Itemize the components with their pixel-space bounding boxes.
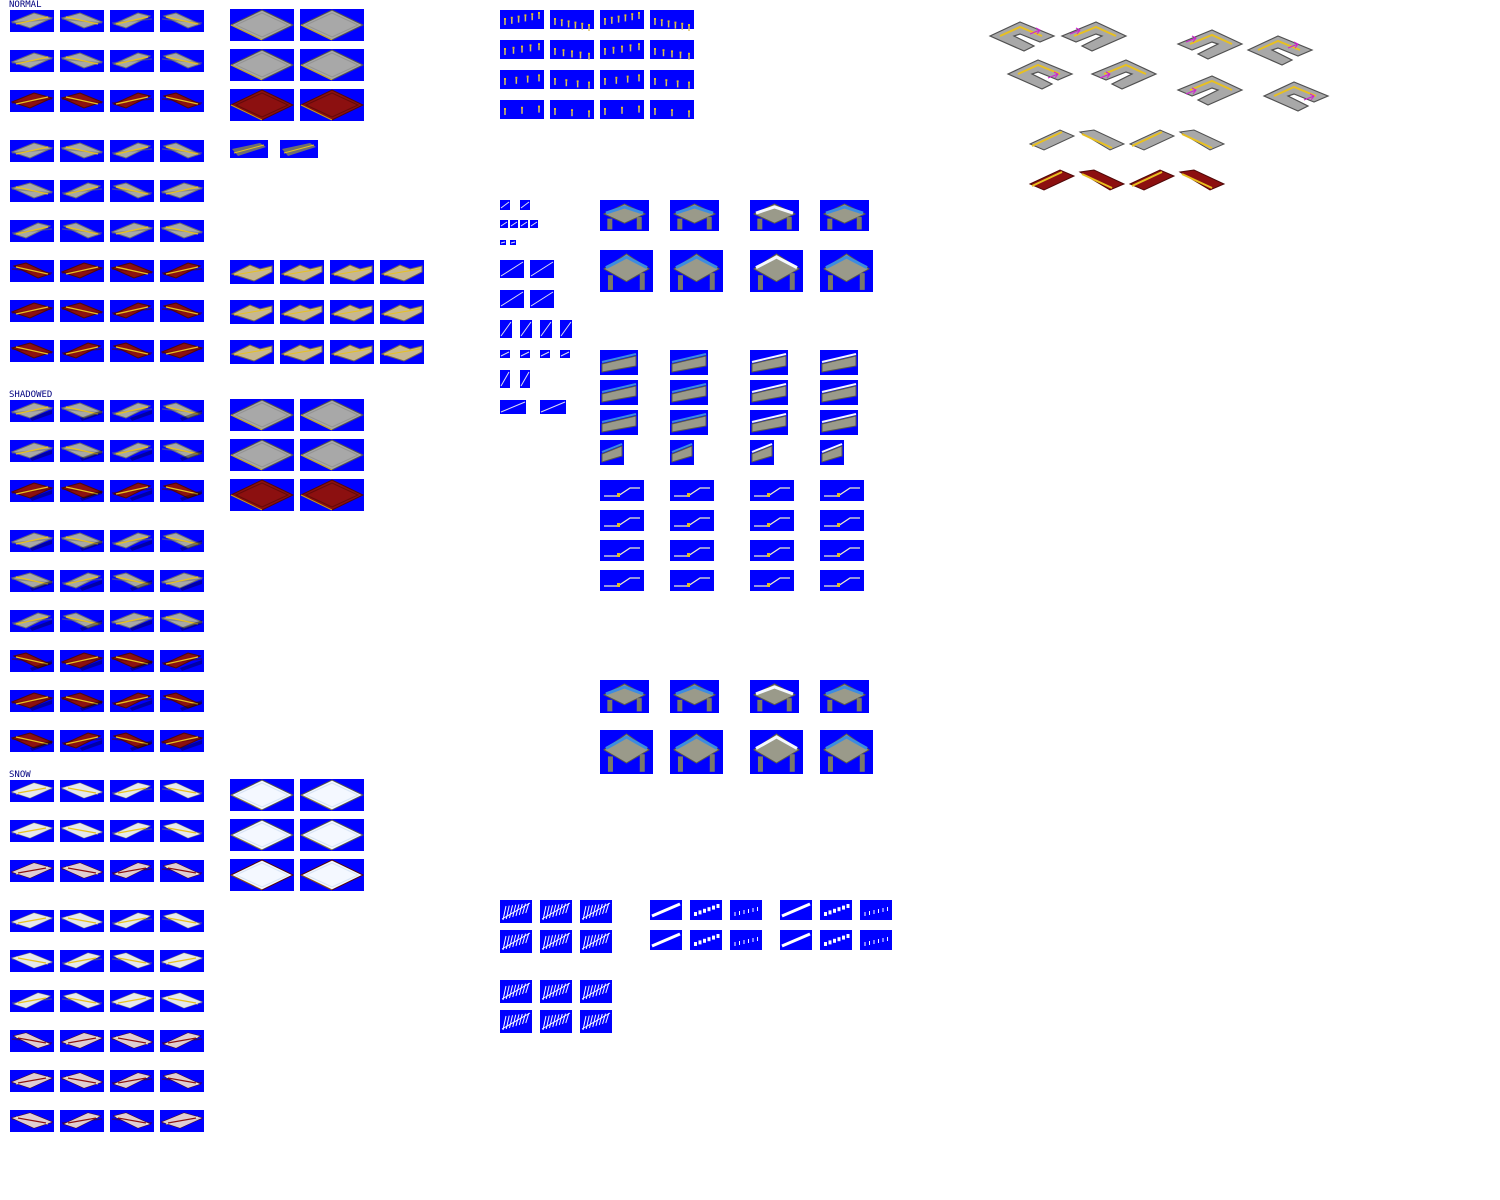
road-tile — [10, 820, 54, 842]
road-tile — [10, 610, 54, 632]
bridge-tile — [820, 200, 869, 231]
fence-tile — [500, 1010, 532, 1033]
small-sprite-tile — [500, 200, 510, 210]
road-tile — [10, 260, 54, 282]
bridge-tile — [750, 200, 799, 231]
corner-piece — [1092, 60, 1156, 89]
legend-straight-red — [1130, 170, 1174, 190]
road-tile — [110, 990, 154, 1012]
lamp-row-tile — [500, 100, 544, 119]
plate-tile — [300, 779, 364, 811]
plate-tile — [300, 859, 364, 891]
wall-tile — [600, 350, 638, 375]
wall-tile — [820, 350, 858, 375]
road-tile — [110, 180, 154, 202]
road-tile — [10, 140, 54, 162]
road-tile — [110, 690, 154, 712]
fence-tile — [730, 900, 762, 920]
bridge-tile — [750, 680, 799, 713]
road-tile — [60, 1110, 104, 1132]
small-sprite-tile — [520, 370, 530, 388]
road-tile — [160, 780, 204, 802]
road-tile — [60, 300, 104, 322]
road-tile — [160, 340, 204, 362]
road-tile — [10, 1110, 54, 1132]
rail-tile — [750, 570, 794, 591]
lamp-row-tile — [500, 10, 544, 29]
group-snow — [10, 779, 364, 1132]
plate-tile — [300, 439, 364, 471]
road-tile — [160, 530, 204, 552]
fence-tile — [580, 930, 612, 953]
road-tile — [10, 530, 54, 552]
group-bridge-sprites — [600, 200, 873, 774]
group-legend — [990, 22, 1328, 190]
road-tile — [160, 260, 204, 282]
road-tile — [110, 650, 154, 672]
lamp-row-tile — [550, 10, 594, 31]
fence-tile — [650, 900, 682, 920]
bridge-tile — [750, 250, 803, 292]
small-sprite-tile — [500, 220, 508, 228]
road-tile — [160, 1030, 204, 1052]
road-tile — [160, 910, 204, 932]
road-tile — [10, 440, 54, 462]
small-sprite-tile — [560, 350, 570, 358]
road-tile — [60, 570, 104, 592]
ramp-tile — [230, 300, 274, 324]
ramp-tile — [230, 260, 274, 284]
corner-piece — [1264, 82, 1328, 111]
fence-tile — [500, 900, 532, 923]
fence-tile — [780, 900, 812, 920]
road-tile — [160, 990, 204, 1012]
road-tile — [60, 950, 104, 972]
bridge-tile — [820, 730, 873, 774]
road-tile — [160, 220, 204, 242]
road-tile — [110, 820, 154, 842]
wall-tile — [820, 440, 844, 465]
group-fence-sprites — [500, 900, 892, 1033]
bridge-tile — [670, 200, 719, 231]
wall-tile — [750, 410, 788, 435]
road-tile — [110, 50, 154, 72]
legend-straight-red — [1030, 170, 1074, 190]
road-tile — [160, 140, 204, 162]
fence-tile — [820, 900, 852, 920]
road-tile — [10, 220, 54, 242]
group-normal — [10, 9, 424, 364]
plate-tile — [230, 399, 294, 431]
wall-tile — [670, 440, 694, 465]
small-sprite-tile — [510, 240, 516, 245]
corner-piece — [1178, 30, 1242, 59]
road-tile — [110, 610, 154, 632]
road-tile — [160, 400, 204, 422]
road-tile — [110, 400, 154, 422]
road-tile — [160, 1110, 204, 1132]
fence-tile — [540, 900, 572, 923]
fence-tile — [860, 930, 892, 950]
road-tile — [160, 650, 204, 672]
road-tile — [60, 650, 104, 672]
fence-tile — [690, 900, 722, 920]
wall-tile — [750, 440, 774, 465]
legend-straight-gray — [1130, 130, 1174, 150]
road-tile — [10, 990, 54, 1012]
road-tile — [60, 780, 104, 802]
road-tile — [160, 10, 204, 32]
road-tile — [110, 10, 154, 32]
section-label-shadowed: SHADOWED — [9, 390, 53, 400]
small-sprite-tile — [500, 290, 524, 308]
road-tile — [160, 570, 204, 592]
plate-tile — [230, 89, 294, 121]
road-tile — [10, 780, 54, 802]
road-tile — [10, 400, 54, 422]
plate-tile — [300, 479, 364, 511]
road-tile — [160, 820, 204, 842]
fence-tile — [580, 1010, 612, 1033]
plate-tile — [230, 439, 294, 471]
plate-tile — [300, 819, 364, 851]
legend-straight-red — [1080, 170, 1124, 190]
rail-tile — [600, 540, 644, 561]
road-tile — [110, 730, 154, 752]
fence-tile — [860, 900, 892, 920]
small-sprite-tile — [500, 260, 524, 278]
road-tile — [160, 440, 204, 462]
road-tile — [110, 340, 154, 362]
plate-tile — [230, 779, 294, 811]
road-tile — [10, 690, 54, 712]
rail-tile — [670, 540, 714, 561]
lamp-row-tile — [550, 100, 594, 119]
rail-tile — [820, 570, 864, 591]
ramp-tile — [330, 340, 374, 364]
small-sprite-tile — [560, 320, 572, 338]
road-tile — [110, 260, 154, 282]
lamp-row-tile — [650, 70, 694, 89]
fence-tile — [580, 980, 612, 1003]
road-tile — [60, 90, 104, 112]
plate-tile — [300, 9, 364, 41]
corner-piece — [990, 22, 1054, 51]
road-tile — [10, 1070, 54, 1092]
wall-tile — [750, 380, 788, 405]
road-tile — [60, 730, 104, 752]
bridge-tile — [670, 730, 723, 774]
ramp-tile — [330, 300, 374, 324]
wall-tile — [670, 410, 708, 435]
section-label-snow: SNOW — [9, 770, 31, 780]
wall-tile — [600, 440, 624, 465]
small-sprite-tile — [540, 350, 550, 358]
road-tile — [60, 50, 104, 72]
lamp-row-tile — [600, 70, 644, 89]
fence-tile — [540, 980, 572, 1003]
ramp-tile — [280, 340, 324, 364]
corner-piece — [1008, 60, 1072, 89]
rail-tile — [600, 510, 644, 531]
ramp-tile — [380, 300, 424, 324]
road-tile — [160, 90, 204, 112]
road-tile — [60, 690, 104, 712]
rail-tile — [820, 480, 864, 501]
road-tile — [110, 530, 154, 552]
road-tile — [160, 610, 204, 632]
road-tile — [60, 480, 104, 502]
fence-tile — [540, 930, 572, 953]
rail-tile — [750, 480, 794, 501]
plate-tile — [230, 9, 294, 41]
road-tile — [10, 950, 54, 972]
small-sprite-tile — [500, 370, 510, 388]
bridge-strip-tile — [230, 140, 268, 158]
ramp-tile — [380, 260, 424, 284]
road-tile — [110, 1110, 154, 1132]
plate-tile — [230, 859, 294, 891]
small-sprite-tile — [530, 260, 554, 278]
bridge-tile — [750, 730, 803, 774]
small-sprite-tile — [500, 320, 512, 338]
bridge-tile — [600, 680, 649, 713]
ramp-tile — [280, 300, 324, 324]
bridge-tile — [670, 250, 723, 292]
road-tile — [160, 860, 204, 882]
road-tile — [60, 1030, 104, 1052]
lamp-row-tile — [650, 10, 694, 31]
road-tile — [110, 480, 154, 502]
bridge-tile — [600, 250, 653, 292]
legend-straight-red — [1180, 170, 1224, 190]
road-tile — [10, 90, 54, 112]
road-tile — [60, 220, 104, 242]
road-tile — [60, 910, 104, 932]
small-sprite-tile — [520, 200, 530, 210]
road-tile — [10, 650, 54, 672]
road-tile — [10, 10, 54, 32]
road-tile — [110, 910, 154, 932]
road-tile — [160, 690, 204, 712]
rail-tile — [750, 510, 794, 531]
road-tile — [160, 300, 204, 322]
plate-tile — [300, 89, 364, 121]
lamp-row-tile — [500, 40, 544, 59]
road-tile — [110, 950, 154, 972]
road-tile — [10, 180, 54, 202]
road-tile — [60, 180, 104, 202]
road-tile — [60, 1070, 104, 1092]
road-tile — [10, 300, 54, 322]
rail-tile — [820, 540, 864, 561]
road-tile — [160, 950, 204, 972]
small-sprite-tile — [500, 350, 510, 358]
fence-tile — [690, 930, 722, 950]
road-tile — [60, 990, 104, 1012]
plate-tile — [300, 49, 364, 81]
fence-tile — [730, 930, 762, 950]
road-tile — [60, 820, 104, 842]
ramp-tile — [280, 260, 324, 284]
small-sprite-tile — [500, 240, 506, 245]
road-tile — [110, 90, 154, 112]
bridge-tile — [600, 730, 653, 774]
small-sprite-tile — [530, 290, 554, 308]
road-tile — [60, 340, 104, 362]
rail-tile — [820, 510, 864, 531]
legend-straight-gray — [1180, 130, 1224, 150]
fence-tile — [580, 900, 612, 923]
corner-piece — [1178, 76, 1242, 105]
road-tile — [10, 910, 54, 932]
road-tile — [10, 860, 54, 882]
wall-tile — [600, 380, 638, 405]
rail-tile — [670, 510, 714, 531]
section-label-normal: NORMAL — [9, 0, 42, 10]
bridge-tile — [820, 680, 869, 713]
road-tile — [110, 1070, 154, 1092]
plate-tile — [230, 819, 294, 851]
fence-tile — [540, 1010, 572, 1033]
road-tile — [160, 180, 204, 202]
lamp-row-tile — [600, 10, 644, 29]
wall-tile — [670, 350, 708, 375]
rail-tile — [600, 480, 644, 501]
lamp-row-tile — [650, 40, 694, 60]
wall-tile — [670, 380, 708, 405]
road-tile — [110, 570, 154, 592]
road-tile — [60, 140, 104, 162]
lamp-row-tile — [500, 70, 544, 89]
road-tile — [10, 730, 54, 752]
fence-tile — [650, 930, 682, 950]
rail-tile — [600, 570, 644, 591]
lamp-row-tile — [650, 100, 694, 119]
road-tile — [110, 220, 154, 242]
fence-tile — [780, 930, 812, 950]
fence-tile — [500, 930, 532, 953]
road-tile — [10, 570, 54, 592]
road-tile — [60, 860, 104, 882]
plate-tile — [300, 399, 364, 431]
small-sprite-tile — [530, 220, 538, 228]
legend-straight-gray — [1030, 130, 1074, 150]
small-sprite-tile — [520, 350, 530, 358]
corner-piece — [1248, 36, 1312, 65]
road-tile — [160, 480, 204, 502]
road-tile — [110, 140, 154, 162]
fence-tile — [500, 980, 532, 1003]
road-tile — [60, 260, 104, 282]
road-tile — [10, 1030, 54, 1052]
rail-tile — [750, 540, 794, 561]
plate-tile — [230, 479, 294, 511]
wall-tile — [600, 410, 638, 435]
road-tile — [10, 480, 54, 502]
road-tile — [160, 730, 204, 752]
corner-piece — [1062, 22, 1126, 51]
road-tile — [60, 530, 104, 552]
group-shadowed — [10, 399, 364, 752]
road-tile — [60, 610, 104, 632]
legend-straight-gray — [1080, 130, 1124, 150]
road-tile — [110, 440, 154, 462]
ramp-tile — [380, 340, 424, 364]
road-tile — [60, 10, 104, 32]
group-middle-sprites — [500, 10, 694, 414]
rail-tile — [670, 480, 714, 501]
ramp-tile — [230, 340, 274, 364]
wall-tile — [820, 380, 858, 405]
small-sprite-tile — [520, 320, 532, 338]
road-tile — [110, 860, 154, 882]
road-tile — [160, 50, 204, 72]
road-tile — [160, 1070, 204, 1092]
road-tile — [60, 400, 104, 422]
road-tile — [110, 300, 154, 322]
plate-tile — [230, 49, 294, 81]
road-tile — [110, 1030, 154, 1052]
small-sprite-tile — [510, 220, 518, 228]
road-tile — [10, 50, 54, 72]
small-sprite-tile — [500, 400, 526, 414]
bridge-tile — [600, 200, 649, 231]
lamp-row-tile — [550, 70, 594, 89]
bridge-strip-tile — [280, 140, 318, 158]
small-sprite-tile — [540, 400, 566, 414]
road-tile — [10, 340, 54, 362]
small-sprite-tile — [520, 220, 528, 228]
small-sprite-tile — [540, 320, 552, 338]
lamp-row-tile — [600, 40, 644, 59]
ramp-tile — [330, 260, 374, 284]
rail-tile — [670, 570, 714, 591]
lamp-row-tile — [550, 40, 594, 60]
fence-tile — [820, 930, 852, 950]
road-tile — [60, 440, 104, 462]
wall-tile — [750, 350, 788, 375]
bridge-tile — [670, 680, 719, 713]
wall-tile — [820, 410, 858, 435]
bridge-tile — [820, 250, 873, 292]
road-tile — [110, 780, 154, 802]
lamp-row-tile — [600, 100, 644, 119]
